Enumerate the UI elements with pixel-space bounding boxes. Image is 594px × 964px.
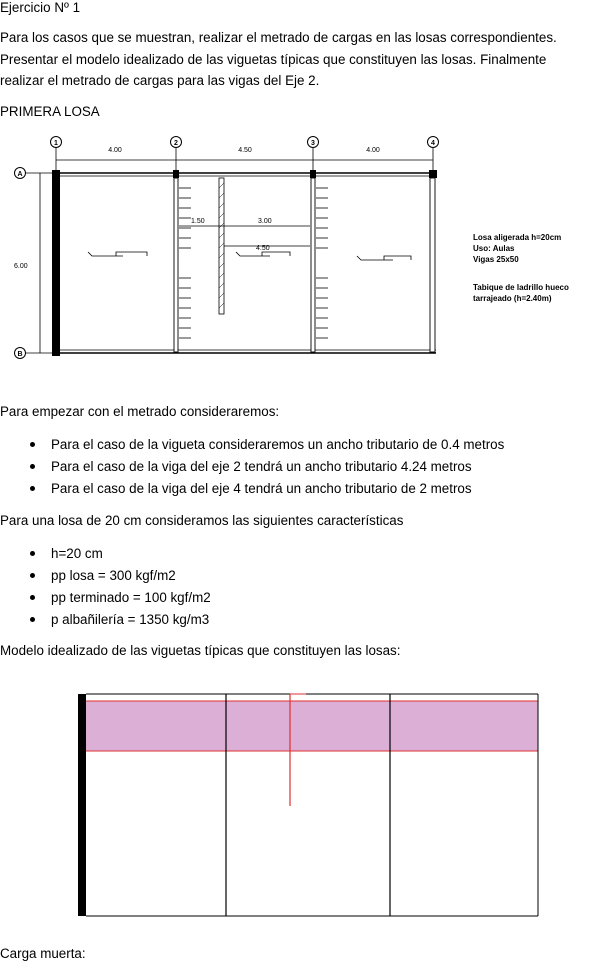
svg-text:Uso: Aulas: Uso: Aulas (473, 244, 515, 253)
axis-marker-3 (308, 137, 319, 148)
bullet-item: pp terminado = 100 kgf/m2 (51, 590, 211, 605)
carga-muerta-label: Carga muerta: (0, 946, 86, 961)
svg-text:Tabique de ladrillo hueco: Tabique de ladrillo hueco (473, 283, 569, 292)
bullet-item: pp losa = 300 kgf/m2 (51, 568, 176, 583)
bullet-icon (30, 464, 35, 469)
span-2-label: 4.50 (238, 147, 252, 154)
span-3-label: 4.00 (366, 147, 380, 154)
svg-text:4: 4 (431, 140, 435, 147)
intro-line-2: Presentar el modelo idealizado de las viguetas típicas que constituyen las losas. Finalmente (0, 52, 547, 67)
bullet-item: h=20 cm (51, 546, 103, 561)
bullet-icon (30, 551, 35, 556)
svg-text:Vigas 25x50: Vigas 25x50 (473, 255, 519, 264)
bullet-icon (30, 617, 35, 622)
svg-text:Losa aligerada h=20cm: Losa aligerada h=20cm (473, 233, 562, 242)
bullet-item: Para el caso de la vigueta consideraremos un ancho tributario de 0.4 metros (51, 437, 505, 452)
dim-1-50: 1.50 (191, 218, 205, 225)
start-text: Para empezar con el metrado consideraremos: (0, 404, 280, 419)
svg-text:B: B (17, 351, 23, 358)
bullet-icon (30, 486, 35, 491)
partition-wall (219, 178, 224, 314)
svg-text:3: 3 (311, 140, 315, 147)
dim-3-00: 3.00 (258, 218, 272, 225)
plan-notes (473, 233, 569, 303)
span-1-label: 4.00 (108, 147, 122, 154)
joist-model-figure (0, 688, 594, 918)
section-title: PRIMERA LOSA (0, 104, 100, 119)
svg-text:1: 1 (54, 140, 58, 147)
bullet-item: p albañilería = 1350 kg/m3 (51, 612, 210, 627)
axis-marker-a (15, 168, 26, 179)
bullet-item: Para el caso de la viga del eje 2 tendrá un ancho tributario 4.24 metros (51, 459, 472, 474)
axis-marker-4 (428, 137, 439, 148)
floor-plan-drawing (0, 128, 594, 360)
losa-text: Para una losa de 20 cm consideramos las siguientes características (0, 513, 404, 528)
svg-text:A: A (17, 171, 23, 178)
svg-text:tarrajeado (h=2.40m): tarrajeado (h=2.40m) (473, 294, 552, 303)
bullet-icon (30, 595, 35, 600)
intro-line-1: Para los casos que se muestran, realizar el metrado de cargas en las losas correspondientes. (0, 30, 557, 45)
slab-band (86, 701, 538, 751)
model-text: Modelo idealizado de las viguetas típicas que constituyen las losas: (0, 643, 401, 658)
bullet-icon (30, 573, 35, 578)
axis-marker-2 (171, 137, 182, 148)
bullet-icon (30, 442, 35, 447)
intro-line-3: realizar el metrado de cargas para las vigas del Eje 2. (0, 73, 320, 88)
bullet-item: Para el caso de la viga del eje 4 tendrá un ancho tributario de 2 metros (51, 481, 472, 496)
axis-marker-1 (51, 137, 62, 148)
svg-text:2: 2 (174, 140, 178, 147)
exercise-heading: Ejercicio Nº 1 (0, 0, 81, 15)
axis-marker-b (15, 348, 26, 359)
height-label: 6.00 (14, 263, 28, 270)
dim-4-50: 4.50 (256, 245, 270, 252)
